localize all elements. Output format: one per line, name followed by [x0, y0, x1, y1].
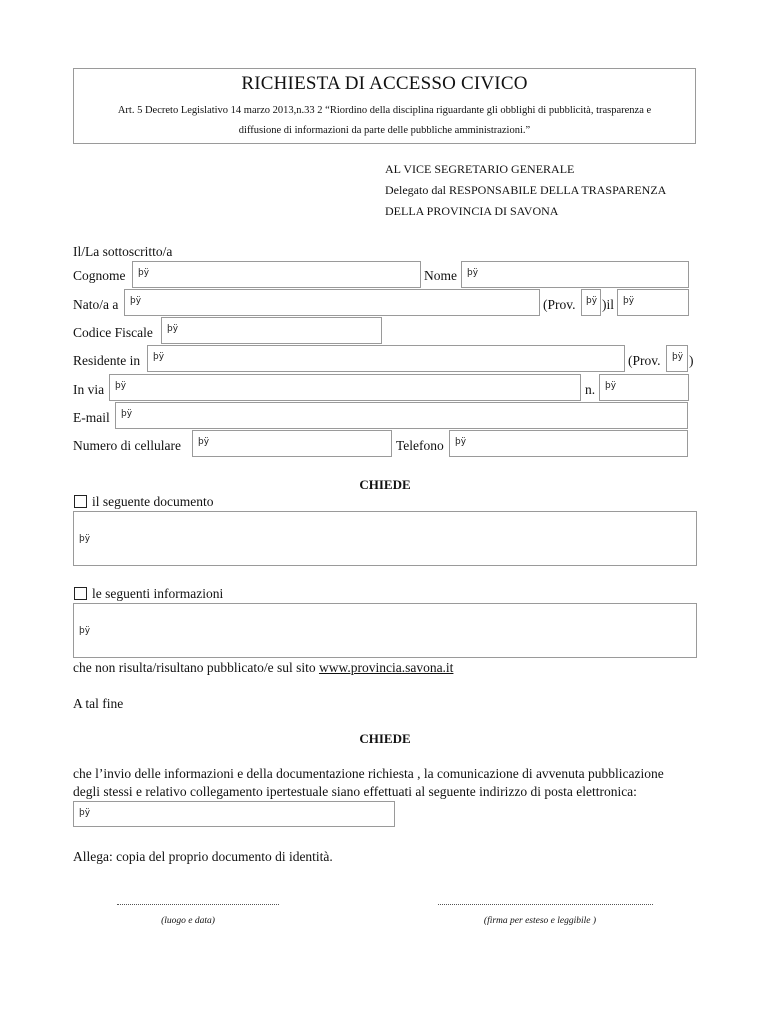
in-via-label: In via	[73, 382, 105, 397]
in-via-placeholder: þÿ	[115, 381, 127, 391]
recipient-line-2: Delegato dal RESPONSABILE DELLA TRASPARENZA	[385, 183, 667, 197]
luogo-data-caption: (luogo e data)	[161, 916, 215, 926]
data-nascita-field[interactable]	[617, 289, 689, 316]
email-field[interactable]	[115, 402, 688, 429]
residente-in-placeholder: þÿ	[153, 352, 165, 362]
cognome-label: Cognome	[73, 268, 126, 283]
form-subtitle	[84, 101, 685, 141]
cognome-field[interactable]	[132, 261, 421, 288]
firma-line	[438, 904, 653, 905]
il-label: )il	[602, 297, 614, 312]
a-tal-fine: A tal fine	[73, 696, 124, 711]
codice-fiscale-placeholder: þÿ	[167, 324, 179, 334]
residente-in-field[interactable]	[147, 345, 625, 372]
residente-in-label: Residente in	[73, 353, 141, 368]
email-label: E-mail	[73, 410, 110, 425]
nato-a-placeholder: þÿ	[130, 296, 142, 306]
informazioni-label: le seguenti informazioni	[92, 586, 224, 601]
luogo-data-line	[117, 904, 279, 905]
prov-nascita-placeholder: þÿ	[586, 296, 598, 306]
codice-fiscale-field[interactable]	[161, 317, 382, 344]
subtitle-line-1: Art. 5 Decreto Legislativo 14 marzo 2013,n.33 2 “Riordino della disciplina riguardante gli obblighi di pubblicità, trasparenza e	[117, 105, 652, 116]
posta-elettronica-field[interactable]	[73, 801, 395, 827]
numero-civico-placeholder: þÿ	[605, 381, 617, 391]
prov-residenza-placeholder: þÿ	[672, 352, 684, 362]
header-box	[73, 68, 696, 144]
recipient-line-1: AL VICE SEGRETARIO GENERALE	[385, 162, 575, 176]
not-published-prefix: che non risulta/risultano pubblicato/e sul sito	[73, 660, 319, 675]
posta-elettronica-placeholder: þÿ	[79, 808, 91, 818]
provincia-link[interactable]: www.provincia.savona.it	[318, 660, 454, 675]
not-published-text	[73, 660, 453, 676]
nome-field[interactable]	[461, 261, 689, 288]
in-via-field[interactable]	[109, 374, 581, 401]
request-text-line-1: che l’invio delle informazioni e della documentazione richiesta , la comunicazione di avvenuta pubblicazione	[73, 766, 664, 781]
email-placeholder: þÿ	[121, 409, 133, 419]
cellulare-field[interactable]	[192, 430, 392, 457]
documento-textarea[interactable]	[73, 511, 697, 566]
prov-residenza-label: (Prov.	[628, 353, 661, 368]
firma-caption: (firma per esteso e leggibile )	[483, 916, 597, 926]
intro-label: Il/La sottoscritto/a	[73, 244, 173, 259]
documento-placeholder: þÿ	[79, 534, 91, 544]
numero-civico-field[interactable]	[599, 374, 689, 401]
cellulare-label: Numero di cellulare	[73, 438, 181, 453]
form-title: RICHIESTA DI ACCESSO CIVICO	[241, 73, 528, 94]
documento-label: il seguente documento	[92, 494, 214, 509]
informazioni-textarea[interactable]	[73, 603, 697, 658]
prov-nascita-label: (Prov.	[543, 297, 576, 312]
telefono-placeholder: þÿ	[455, 437, 467, 447]
nato-a-label: Nato/a a	[73, 297, 119, 312]
cognome-placeholder: þÿ	[138, 268, 150, 278]
prov-nascita-field[interactable]	[581, 289, 601, 316]
informazioni-placeholder: þÿ	[79, 626, 91, 636]
nome-label: Nome	[424, 268, 457, 283]
informazioni-checkbox[interactable]	[74, 587, 87, 600]
telefono-label: Telefono	[396, 438, 444, 453]
subtitle-line-2: diffusione di informazioni da parte delle pubbliche amministrazioni.”	[238, 125, 531, 136]
recipient-line-3: DELLA PROVINCIA DI SAVONA	[385, 204, 559, 218]
chiede-heading-2: CHIEDE	[359, 731, 411, 746]
nato-a-field[interactable]	[124, 289, 540, 316]
cellulare-placeholder: þÿ	[198, 437, 210, 447]
allega-text: Allega: copia del proprio documento di identità.	[73, 849, 333, 864]
request-text-line-2: degli stessi e relativo collegamento ipertestuale siano effettuati al seguente indirizzo di posta elettronica:	[73, 784, 637, 799]
prov-residenza-field[interactable]	[666, 345, 688, 372]
data-nascita-placeholder: þÿ	[623, 296, 635, 306]
chiede-heading-1: CHIEDE	[359, 477, 411, 492]
prov-residenza-close: )	[689, 353, 694, 368]
documento-checkbox[interactable]	[74, 495, 87, 508]
nome-placeholder: þÿ	[467, 268, 479, 278]
numero-civico-label: n.	[585, 382, 596, 397]
telefono-field[interactable]	[449, 430, 688, 457]
codice-fiscale-label: Codice Fiscale	[73, 325, 153, 340]
